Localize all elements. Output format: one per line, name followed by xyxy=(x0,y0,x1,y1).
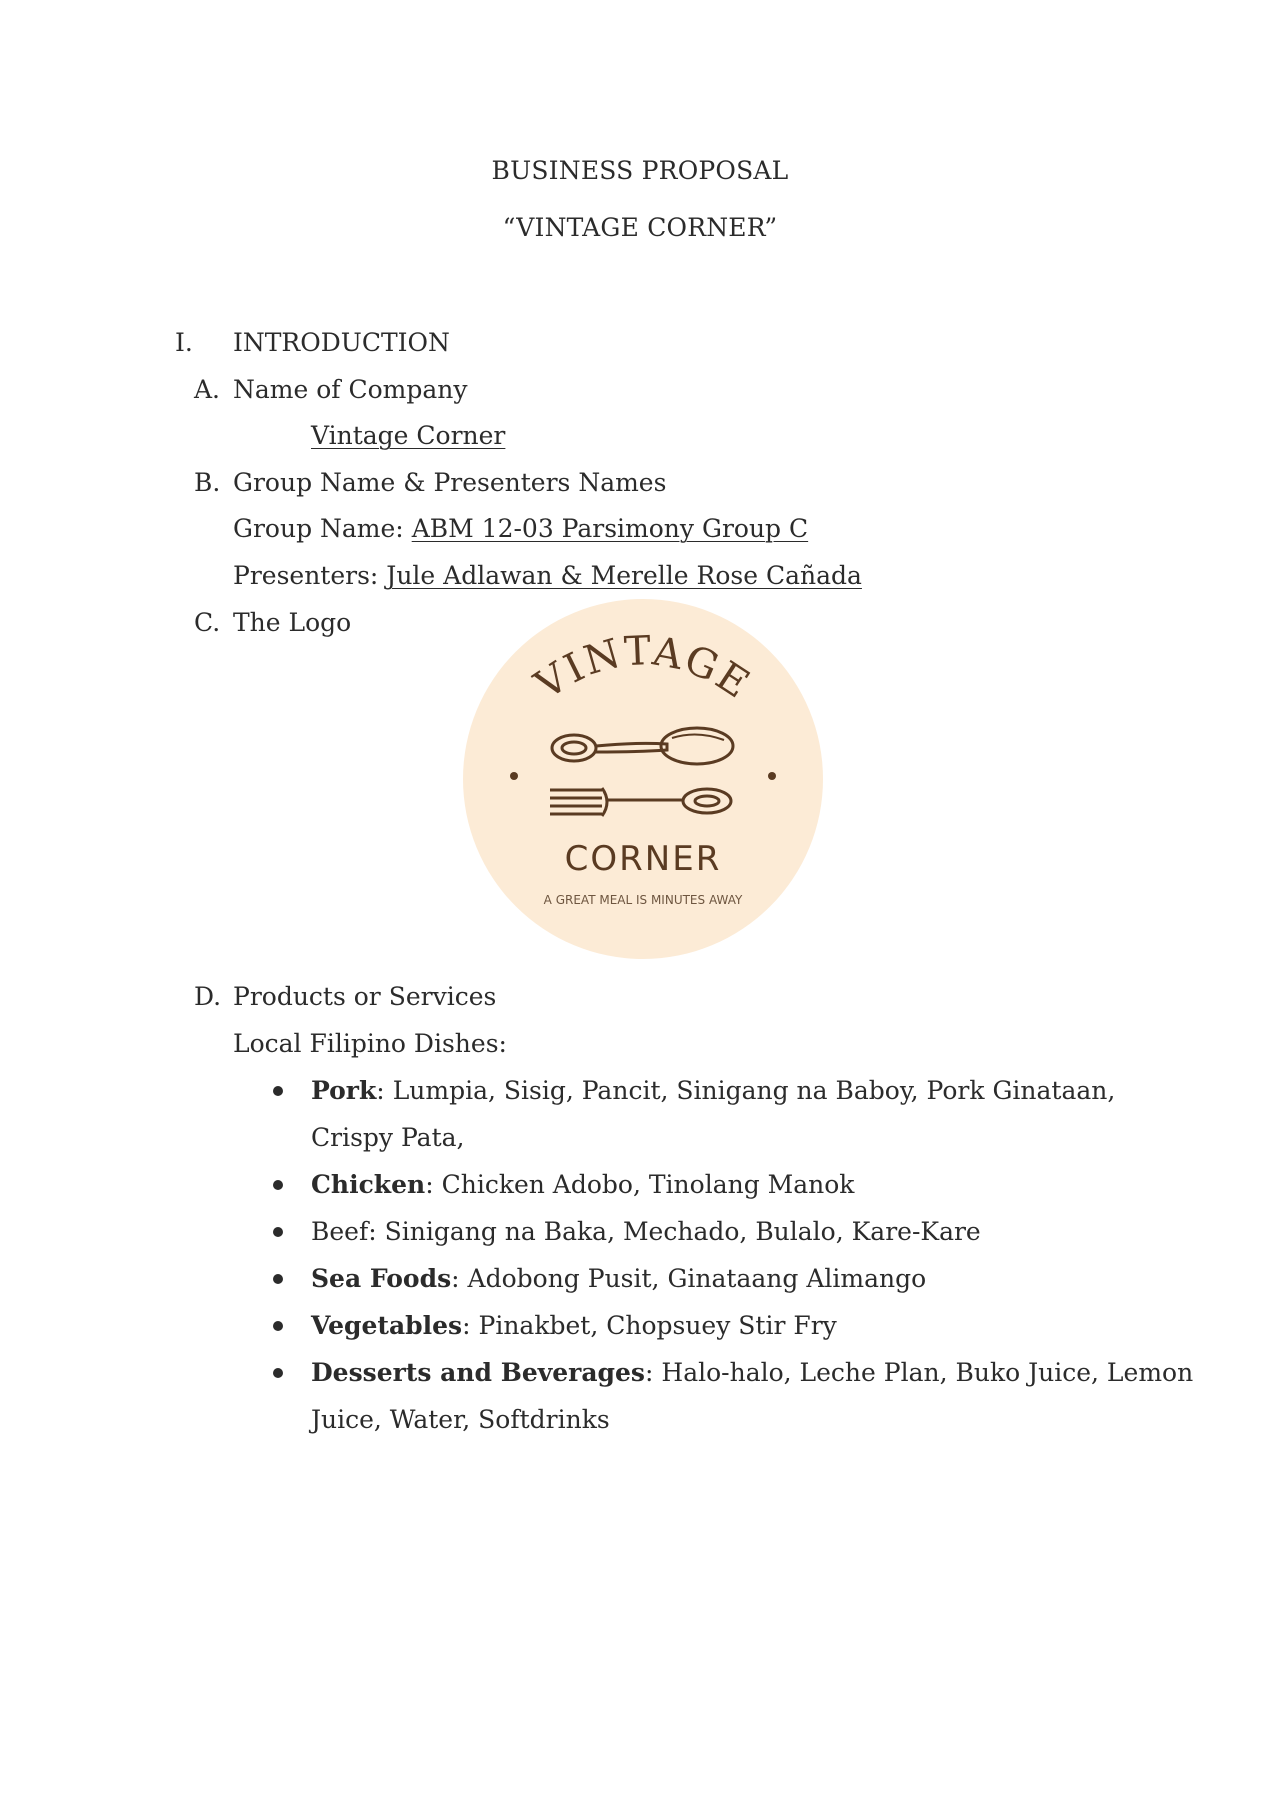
presenters-value: Jule Adlawan & Merelle Rose Cañada xyxy=(386,561,862,590)
list-item-vegetables xyxy=(311,1311,837,1341)
category-colon: : xyxy=(645,1358,654,1387)
category-colon: : xyxy=(451,1264,460,1293)
list-item-desserts-beverages xyxy=(311,1358,1193,1388)
category-dishes: Adobong Pusit, Ginataang Alimango xyxy=(467,1264,927,1293)
list-item-sea-foods xyxy=(311,1264,926,1294)
logo-tagline: A GREAT MEAL IS MINUTES AWAY xyxy=(543,893,743,907)
document-subtitle: “VINTAGE CORNER” xyxy=(502,213,778,242)
subheading-local-dishes: Local Filipino Dishes: xyxy=(233,1029,507,1058)
list-item-pork xyxy=(311,1076,1115,1106)
bullet-icon xyxy=(273,1321,283,1331)
category-label: Chicken xyxy=(311,1170,426,1199)
category-dishes: Chicken Adobo, Tinolang Manok xyxy=(441,1170,855,1199)
logo-dot-right xyxy=(768,772,776,780)
group-name-label: Group Name: xyxy=(233,514,404,543)
category-label: Sea Foods xyxy=(311,1264,452,1293)
item-letter-c: C. xyxy=(194,608,221,637)
bullet-icon xyxy=(273,1274,283,1284)
bullet-icon xyxy=(273,1227,283,1237)
category-label: Beef xyxy=(311,1217,369,1246)
heading-logo: The Logo xyxy=(233,608,352,637)
bullet-icon xyxy=(273,1180,283,1190)
category-label: Desserts and Beverages xyxy=(311,1358,645,1387)
presenters-row xyxy=(233,561,862,591)
heading-company-name: Name of Company xyxy=(233,375,468,404)
logo-word-top: VINTAGE xyxy=(527,628,759,709)
logo-dot-left xyxy=(510,772,518,780)
category-label: Pork xyxy=(311,1076,377,1105)
category-dishes: Lumpia, Sisig, Pancit, Sinigang na Baboy, Pork Ginataan, xyxy=(392,1076,1116,1105)
category-colon: : xyxy=(425,1170,434,1199)
heading-group-presenters: Group Name & Presenters Names xyxy=(233,468,667,497)
list-item-desserts-continued: Juice, Water, Softdrinks xyxy=(311,1405,610,1434)
category-dishes: Pinakbet, Chopsuey Stir Fry xyxy=(478,1311,837,1340)
logo-graphic xyxy=(462,598,824,960)
bullet-icon xyxy=(273,1368,283,1378)
list-item-chicken xyxy=(311,1170,854,1200)
document-title: BUSINESS PROPOSAL xyxy=(491,156,789,185)
bullet-icon xyxy=(273,1086,283,1096)
item-letter-a: A. xyxy=(194,375,221,404)
item-letter-b: B. xyxy=(194,468,221,497)
group-name-value: ABM 12-03 Parsimony Group C xyxy=(411,514,809,543)
category-colon: : xyxy=(368,1217,377,1246)
heading-products-services: Products or Services xyxy=(233,982,497,1011)
presenters-label: Presenters: xyxy=(233,561,379,590)
list-item-beef xyxy=(311,1217,981,1247)
section-numeral: I. xyxy=(175,328,193,357)
logo-word-bottom: CORNER xyxy=(564,839,722,879)
list-item-pork-continued: Crispy Pata, xyxy=(311,1123,465,1152)
category-colon: : xyxy=(376,1076,385,1105)
section-heading: INTRODUCTION xyxy=(233,328,450,357)
company-name-value: Vintage Corner xyxy=(311,421,506,450)
category-colon: : xyxy=(462,1311,471,1340)
item-letter-d: D. xyxy=(194,982,222,1011)
category-dishes: Halo-halo, Leche Plan, Buko Juice, Lemon xyxy=(661,1358,1194,1387)
category-label: Vegetables xyxy=(311,1311,463,1340)
group-name-row xyxy=(233,514,808,544)
vintage-corner-logo xyxy=(462,598,824,960)
category-dishes: Sinigang na Baka, Mechado, Bulalo, Kare-Kare xyxy=(384,1217,981,1246)
